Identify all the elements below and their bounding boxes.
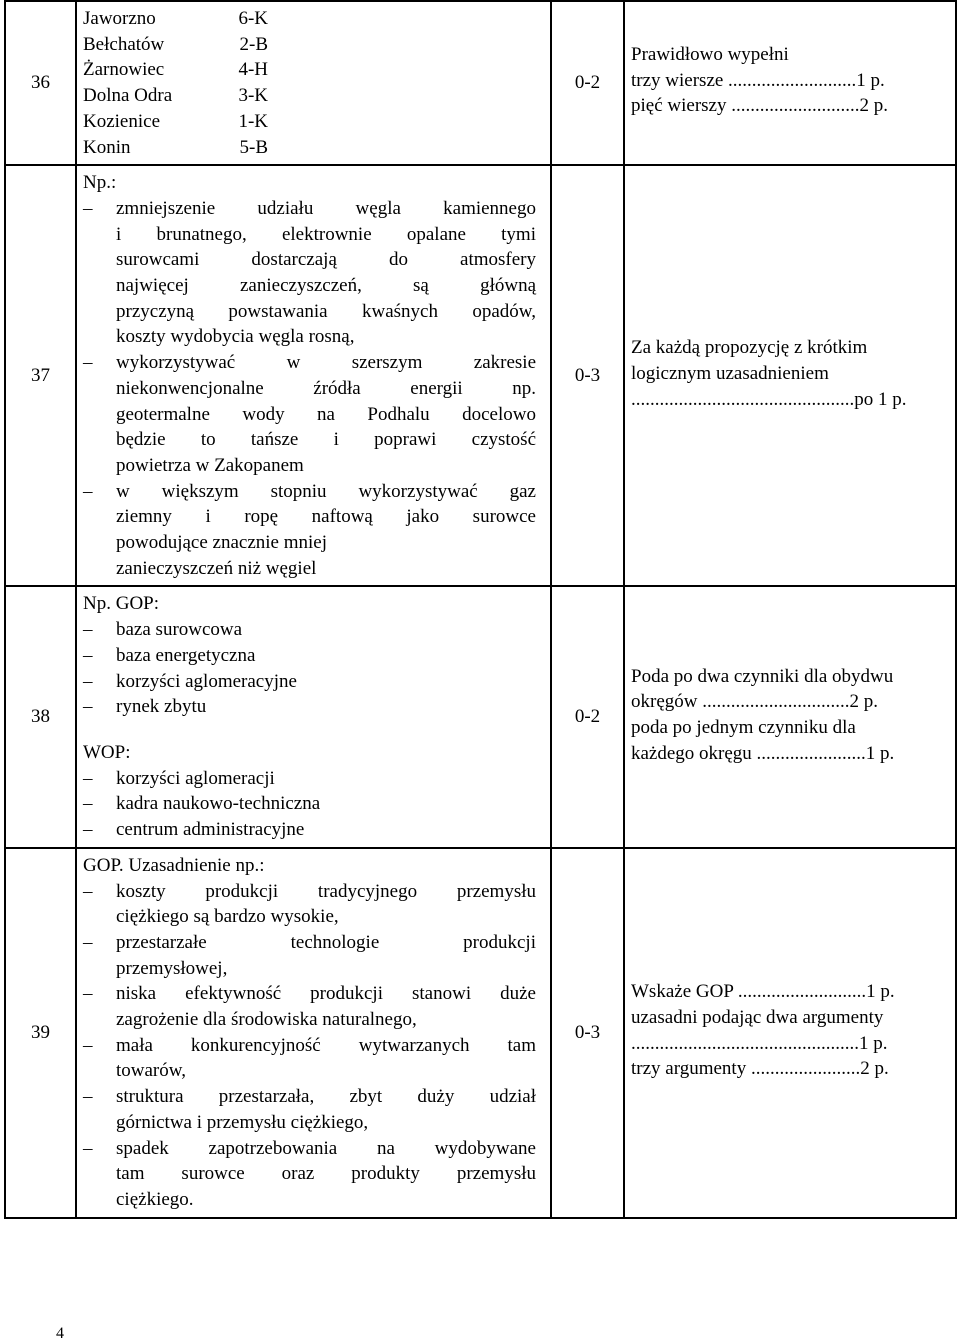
answer-cell bbox=[76, 848, 551, 1218]
match-pair: Jaworzno 6-K bbox=[83, 8, 268, 29]
task-number: 39 bbox=[5, 848, 76, 1218]
dash-bullet: – bbox=[83, 696, 93, 718]
task-number: 36 bbox=[5, 1, 76, 165]
dash-bullet: – bbox=[83, 480, 93, 502]
dash-bullet: – bbox=[83, 1086, 93, 1108]
answer-item: – rynek zbytu bbox=[83, 694, 536, 720]
answer-item: – mała konkurencyjność wytwarzanych tam towarów, bbox=[83, 1033, 536, 1084]
points-range: 0-3 bbox=[551, 848, 624, 1218]
answer-cell bbox=[76, 586, 551, 847]
dash-bullet: – bbox=[83, 793, 93, 815]
dash-bullet: – bbox=[83, 670, 93, 692]
table-row bbox=[5, 848, 956, 1218]
answer-item: – spadek zapotrzebowania na wydobywane tam surowce oraz produkty przemysłu ciężkiego. bbox=[83, 1136, 536, 1213]
answer-item: – wykorzystywać w szerszym zakresie niekonwencjonalne źródła energii np. geotermalne wody na Podhalu docelowo będzie to tańsze i poprawi czystość powietrza w Zakopanem bbox=[83, 350, 536, 479]
answer-item: – baza energetyczna bbox=[83, 643, 536, 669]
answer-item: – kadra naukowo-techniczna bbox=[83, 791, 536, 817]
dash-bullet: – bbox=[83, 644, 93, 666]
answer-key-table bbox=[4, 0, 957, 1219]
points-range: 0-2 bbox=[551, 586, 624, 847]
table-row bbox=[5, 586, 956, 847]
match-pair: Bełchatów 2-B bbox=[83, 33, 268, 55]
points-range: 0-2 bbox=[551, 1, 624, 165]
answer-item: – centrum administracyjne bbox=[83, 817, 536, 843]
answer-intro: GOP. Uzasadnienie np.: bbox=[83, 854, 265, 876]
scoring-criteria: Wskaże GOP ...........................1 p. uzasadni podając dwa argumenty ................................................1 p. trzy argumenty .......................2 p. bbox=[624, 848, 956, 1218]
match-pair: Konin 5-B bbox=[83, 136, 268, 158]
match-pair: Dolna Odra 3-K bbox=[83, 85, 268, 107]
match-pair: Kozienice 1-K bbox=[83, 110, 268, 132]
answer-item: – w większym stopniu wykorzystywać gaz ziemny i ropę naftową jako surowce powodujące znacznie mniej zanieczyszczeń niż węgiel bbox=[83, 479, 536, 582]
points-range: 0-3 bbox=[551, 165, 624, 586]
answer-item: – baza surowcowa bbox=[83, 617, 536, 643]
scoring-criteria: Prawidłowo wypełni trzy wiersze ...........................1 p. pięć wierszy ...........................2 p. bbox=[624, 1, 956, 165]
answer-item: – zmniejszenie udziału węgla kamiennego i brunatnego, elektrownie opalane tymi surowcami dostarczają do atmosfery najwięcej zanieczyszczeń, są główną przyczyną powstawania kwaśnych opadów, koszty wydobycia węgla rosną, bbox=[83, 196, 536, 350]
answer-item: – korzyści aglomeracji bbox=[83, 766, 536, 792]
dash-bullet: – bbox=[83, 819, 93, 841]
table-row bbox=[5, 1, 956, 165]
dash-bullet: – bbox=[83, 983, 93, 1005]
answer-item: – struktura przestarzała, zbyt duży udział górnictwa i przemysłu ciężkiego, bbox=[83, 1084, 536, 1135]
task-number: 38 bbox=[5, 586, 76, 847]
dash-bullet: – bbox=[83, 767, 93, 789]
dash-bullet: – bbox=[83, 931, 93, 953]
scoring-criteria: Za każdą propozycję z krótkim logicznym uzasadnieniem ...............................................po 1 p. bbox=[624, 165, 956, 586]
answer-item: – koszty produkcji tradycyjnego przemysłu ciężkiego są bardzo wysokie, bbox=[83, 879, 536, 930]
dash-bullet: – bbox=[83, 1137, 93, 1159]
page-number: 4 bbox=[56, 1325, 64, 1342]
answer-intro: Np.: bbox=[83, 172, 117, 194]
dash-bullet: – bbox=[83, 619, 93, 641]
answer-cell bbox=[76, 165, 551, 586]
scoring-criteria: Poda po dwa czynniki dla obydwu okręgów ...............................2 p. poda po jednym czynniku dla każdego okręgu .......................1 p. bbox=[624, 586, 956, 847]
group-heading: Np. GOP: bbox=[83, 593, 160, 615]
dash-bullet: – bbox=[83, 197, 93, 219]
task-number: 37 bbox=[5, 165, 76, 586]
answer-item: – korzyści aglomeracyjne bbox=[83, 669, 536, 695]
group-heading: WOP: bbox=[83, 741, 131, 763]
dash-bullet: – bbox=[83, 880, 93, 902]
table-row bbox=[5, 165, 956, 586]
answer-item: – przestarzałe technologie produkcji przemysłowej, bbox=[83, 930, 536, 981]
answer-cell bbox=[76, 1, 551, 165]
dash-bullet: – bbox=[83, 1034, 93, 1056]
answer-item: – niska efektywność produkcji stanowi duże zagrożenie dla środowiska naturalnego, bbox=[83, 981, 536, 1032]
dash-bullet: – bbox=[83, 352, 93, 374]
match-pair: Żarnowiec 4-H bbox=[83, 59, 268, 81]
